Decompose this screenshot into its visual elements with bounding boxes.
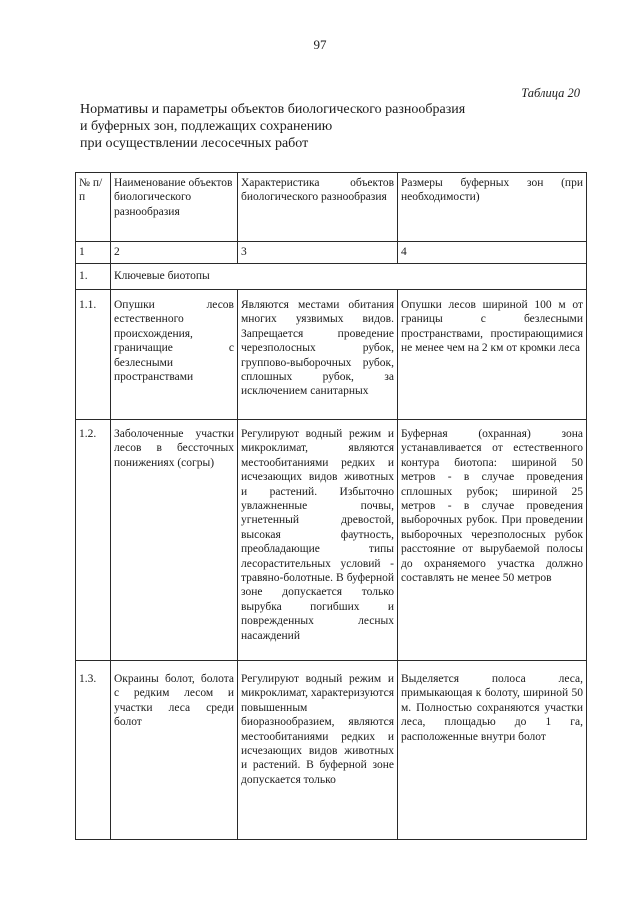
column-number-row [76, 242, 587, 264]
header-row [76, 173, 587, 242]
table-row [76, 420, 587, 661]
row-characteristic: Являются местами обитания многих уязвимых видов. Запрещается проведение черезполосных рубок, группово-выборочных рубок, сплошных рубок, за исключением санитарных [238, 290, 398, 420]
row-buffer-size: Выделяется полоса леса, примыкающая к болоту, шириной 50 м. Полностью сохраняются участки леса, площадью до 1 га, расположенные внутри болот [398, 661, 587, 840]
column-number: 2 [111, 242, 238, 264]
table-row [76, 290, 587, 420]
section-number: 1. [76, 264, 111, 290]
title-line: при осуществлении лесосечных работ [80, 136, 309, 151]
row-object-name: Опушки лесов естественного происхождения, граничащие с безлесными пространствами [111, 290, 238, 420]
row-characteristic: Регулируют водный режим и микроклимат, характеризуются повышенным биоразнообразием, являются местообитаниями редких и исчезающих видов животных и растений. В буферной зоне допускается только [238, 661, 398, 840]
biodiversity-norms-table [75, 172, 587, 840]
row-characteristic: Регулируют водный режим и микроклимат, являются местообитаниями редких и исчезающих видов животных и растений. Избыточно увлажненные почвы, угнетенный древостой, высокая фаутность, преобладающие типы лесорастительных условий - травяно-болотные. В буферной зоне допускается только вырубка погибших и поврежденных лесных насаждений [238, 420, 398, 661]
row-buffer-size: Опушки лесов шириной 100 м от границы с безлесными пространствами, простирающимися не менее чем на 2 км от кромки леса [398, 290, 587, 420]
document-title [80, 101, 550, 152]
title-line: Нормативы и параметры объектов биологического разнообразия [80, 102, 466, 117]
section-row [76, 264, 587, 290]
header-name: Наименование объектов биологического разнообразия [111, 173, 238, 242]
page-number: 97 [313, 37, 327, 52]
column-number: 3 [238, 242, 398, 264]
header-characteristic: Характеристика объектов биологического разнообразия [238, 173, 398, 242]
row-number: 1.1. [76, 290, 111, 420]
header-buffer-size: Размеры буферных зон (при необходимости) [398, 173, 587, 242]
row-object-name: Заболоченные участки лесов в бессточных понижениях (согры) [111, 420, 238, 661]
section-title: Ключевые биотопы [111, 264, 587, 290]
table-label: Таблица 20 [521, 86, 580, 100]
table-row [76, 661, 587, 840]
title-line: и буферных зон, подлежащих сохранению [80, 119, 333, 134]
row-object-name: Окраины болот, болота с редким лесом и участки леса среди болот [111, 661, 238, 840]
row-buffer-size: Буферная (охранная) зона устанавливается от естественного контура биотопа: шириной 50 метров - в случае проведения сплошных рубок; шириной 25 метров - в случае проведения выборочных рубок. При проведении выборочных черезполосных рубок расстояние от вырубаемой полосы до охраняемого участка должно составлять не менее 50 метров [398, 420, 587, 661]
column-number: 4 [398, 242, 587, 264]
row-number: 1.3. [76, 661, 111, 840]
header-number: № п/п [76, 173, 111, 242]
row-number: 1.2. [76, 420, 111, 661]
column-number: 1 [76, 242, 111, 264]
